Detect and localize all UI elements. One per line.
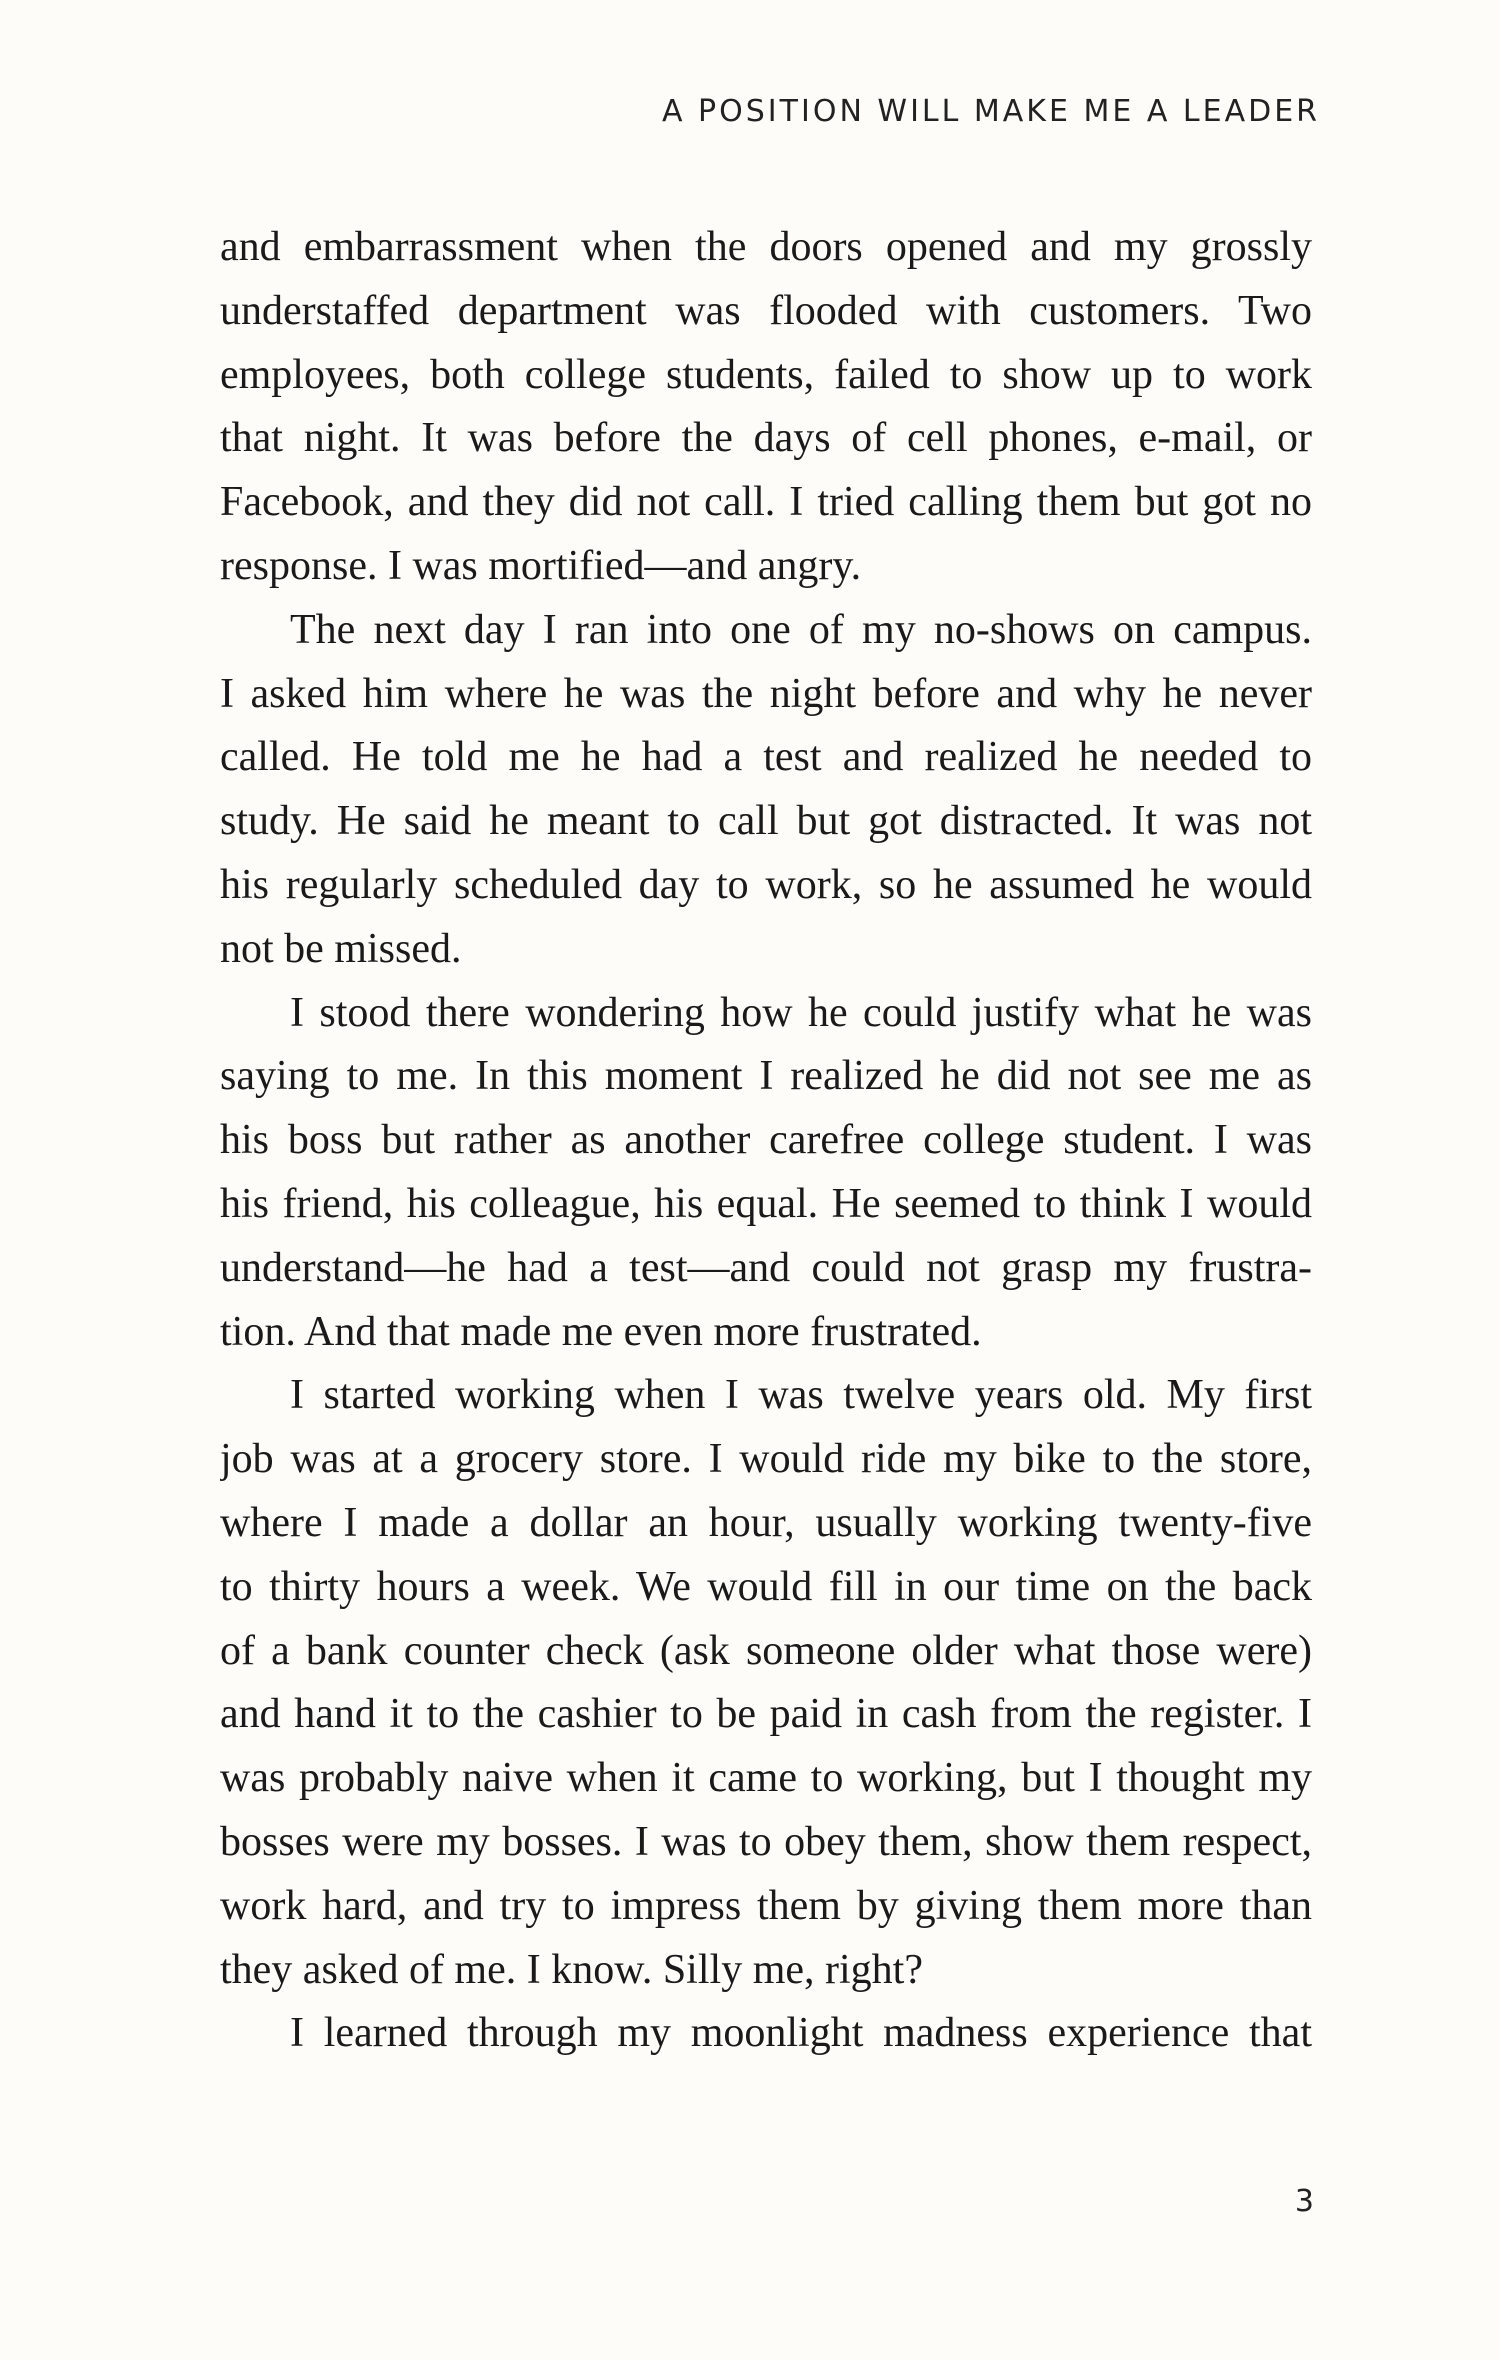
text-line: called. He told me he had a test and realized he needed to — [220, 734, 1312, 781]
text-line: I stood there wondering how he could justify what he was — [290, 989, 1312, 1036]
text-line: they asked of me. I know. Silly me, right? — [220, 1946, 923, 1993]
paragraph — [220, 982, 1312, 1365]
text-line: Facebook, and they did not call. I tried calling them but got no — [220, 479, 1312, 526]
text-line: of a bank counter check (ask someone older what those were) — [220, 1627, 1312, 1674]
text-line: to thirty hours a week. We would fill in our time on the back — [220, 1563, 1312, 1610]
text-line: I started working when I was twelve years old. My first — [290, 1372, 1312, 1419]
text-line: I learned through my moonlight madness experience that — [290, 2010, 1312, 2057]
text-line: response. I was mortified—and angry. — [220, 542, 862, 589]
text-line: and hand it to the cashier to be paid in cash from the register. I — [220, 1691, 1312, 1738]
text-line: saying to me. In this moment I realized he did not see me as — [220, 1053, 1312, 1100]
text-line: his boss but rather as another carefree college student. I was — [220, 1117, 1312, 1164]
paragraph — [220, 216, 1312, 599]
text-line: understaffed department was flooded with customers. Two — [220, 287, 1312, 334]
running-head: A POSITION WILL MAKE ME A LEADER — [662, 94, 1320, 129]
text-line: employees, both college students, failed to show up to work — [220, 351, 1312, 398]
text-line: study. He said he meant to call but got distracted. It was not — [220, 798, 1312, 845]
text-line: tion. And that made me even more frustrated. — [220, 1308, 982, 1355]
paragraph — [220, 1364, 1312, 2002]
text-line: job was at a grocery store. I would ride my bike to the store, — [220, 1436, 1312, 1483]
text-line: that night. It was before the days of cell phones, e-mail, or — [220, 415, 1312, 462]
text-line: understand—he had a test—and could not grasp my frustra- — [220, 1244, 1312, 1291]
text-line: was probably naive when it came to working, but I thought my — [220, 1755, 1312, 1802]
text-line: I asked him where he was the night before and why he never — [220, 670, 1312, 717]
text-line: The next day I ran into one of my no-shows on campus. — [290, 606, 1312, 653]
text-line: bosses were my bosses. I was to obey them, show them respect, — [220, 1818, 1312, 1865]
page-number: 3 — [1294, 2184, 1314, 2219]
text-line: not be missed. — [220, 925, 462, 972]
body-text — [220, 216, 1312, 2066]
text-line: where I made a dollar an hour, usually working twenty-five — [220, 1499, 1312, 1546]
paragraph — [220, 599, 1312, 982]
text-line: his friend, his colleague, his equal. He seemed to think I would — [220, 1180, 1312, 1227]
paragraph — [220, 2002, 1312, 2066]
text-line: and embarrassment when the doors opened and my grossly — [220, 224, 1312, 270]
text-line: work hard, and try to impress them by giving them more than — [220, 1882, 1312, 1929]
text-line: his regularly scheduled day to work, so he assumed he would — [220, 861, 1312, 908]
